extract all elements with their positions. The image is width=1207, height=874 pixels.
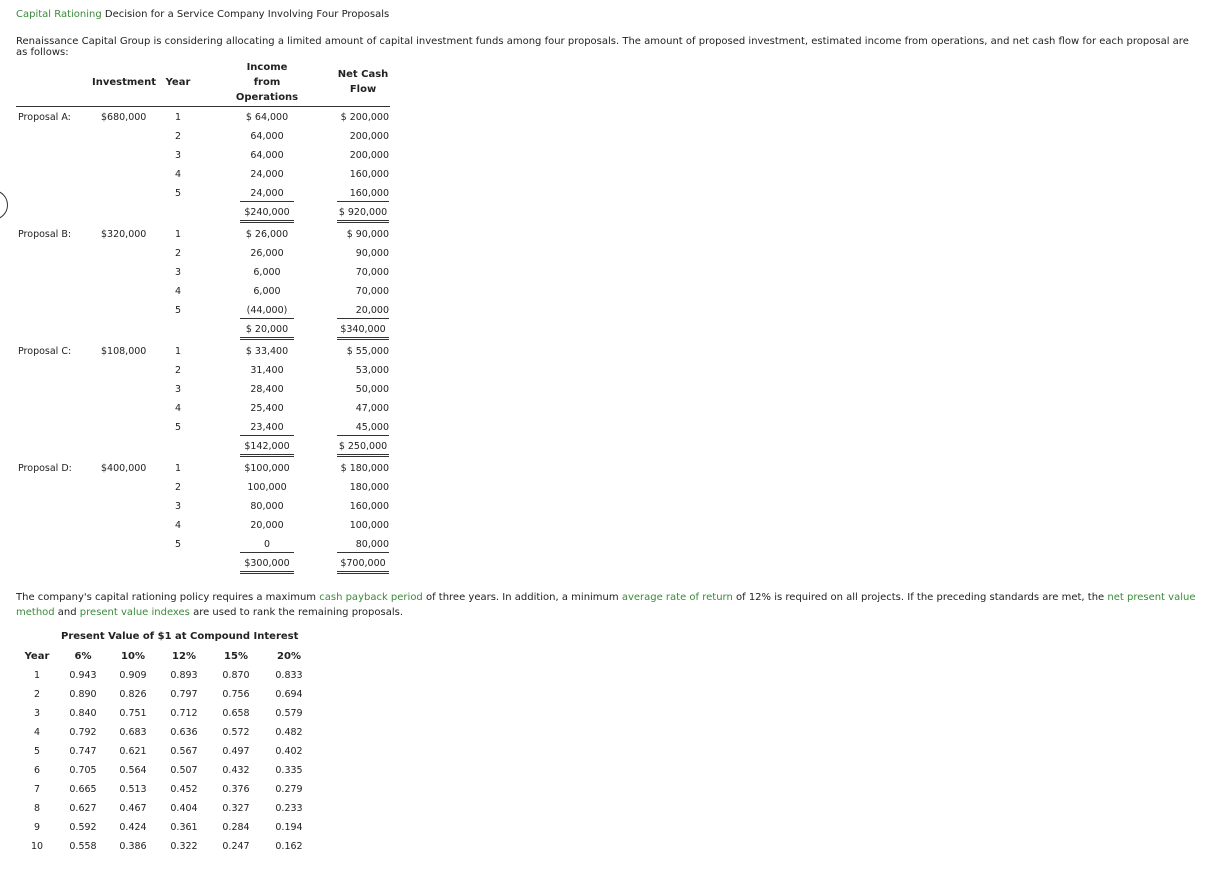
pv-factor-cell: 0.567 xyxy=(170,746,198,757)
ncf-cell: 160,000 xyxy=(349,169,389,180)
income-cell: $ 26,000 xyxy=(245,229,289,240)
pv-factor-cell: 0.564 xyxy=(119,765,147,776)
year-cell: 3 xyxy=(174,384,182,395)
income-cell: 23,400 xyxy=(240,421,294,436)
pv-year-cell: 5 xyxy=(33,746,41,757)
income-cell: 24,000 xyxy=(240,187,294,202)
paragraph-text: are used to rank the remaining proposals. xyxy=(189,607,404,618)
paragraph-text: The company's capital rationing policy requires a maximum xyxy=(16,592,320,603)
proposal-investment: $108,000 xyxy=(101,346,147,357)
header-year: Year xyxy=(165,77,191,88)
ncf-cell: 53,000 xyxy=(355,365,389,376)
pv-factor-cell: 0.507 xyxy=(170,765,198,776)
pv-year-cell: 1 xyxy=(33,670,41,681)
year-cell: 3 xyxy=(174,150,182,161)
year-cell: 4 xyxy=(174,403,182,414)
pv-factor-cell: 0.756 xyxy=(222,689,250,700)
pv-factor-cell: 0.909 xyxy=(119,670,147,681)
ncf-cell: 50,000 xyxy=(355,384,389,395)
header-ncf-line1: Net Cash xyxy=(337,69,389,80)
year-cell: 2 xyxy=(174,482,182,493)
income-cell: 26,000 xyxy=(250,248,284,259)
intro-text: Renaissance Capital Group is considering allocating a limited amount of capital investment funds among four proposals. The amount of proposed investment, estimated income from operations, and net cash flow for each proposal are as follows: xyxy=(16,36,1189,58)
income-cell: 64,000 xyxy=(250,150,284,161)
income-cell: 6,000 xyxy=(253,267,281,278)
pv-factor-cell: 0.636 xyxy=(170,727,198,738)
pv-factor-cell: 0.361 xyxy=(170,822,198,833)
pv-factor-cell: 0.558 xyxy=(69,841,97,852)
income-cell: 80,000 xyxy=(250,501,284,512)
ncf-cell: 90,000 xyxy=(355,248,389,259)
net-present-value-method-link[interactable]: net present value method xyxy=(16,592,1196,618)
total-ncf-cell: $ 250,000 xyxy=(337,440,389,457)
ncf-cell: 70,000 xyxy=(355,286,389,297)
total-income-cell: $142,000 xyxy=(240,440,294,457)
pv-factor-cell: 0.432 xyxy=(222,765,250,776)
pv-year-cell: 3 xyxy=(33,708,41,719)
pv-year-cell: 4 xyxy=(33,727,41,738)
pv-table-title: Present Value of $1 at Compound Interest xyxy=(61,631,299,642)
cash-payback-period-link[interactable]: cash payback period xyxy=(319,592,423,603)
proposal-name: Proposal B: xyxy=(18,229,72,240)
pv-factor-cell: 0.233 xyxy=(275,803,303,814)
pv-factor-cell: 0.797 xyxy=(170,689,198,700)
year-cell: 1 xyxy=(174,463,182,474)
total-income-cell: $240,000 xyxy=(240,206,294,223)
pv-factor-cell: 0.826 xyxy=(119,689,147,700)
pv-factor-cell: 0.683 xyxy=(119,727,147,738)
year-cell: 5 xyxy=(174,422,182,433)
ncf-cell: $ 90,000 xyxy=(346,229,389,240)
pv-factor-cell: 0.658 xyxy=(222,708,250,719)
pv-factor-cell: 0.247 xyxy=(222,841,250,852)
year-cell: 5 xyxy=(174,539,182,550)
pv-factor-cell: 0.335 xyxy=(275,765,303,776)
pv-factor-cell: 0.592 xyxy=(69,822,97,833)
pv-year-cell: 2 xyxy=(33,689,41,700)
ncf-cell: 160,000 xyxy=(337,187,389,202)
ncf-cell: 47,000 xyxy=(355,403,389,414)
total-ncf-cell: $340,000 xyxy=(337,323,389,340)
pv-factor-cell: 0.376 xyxy=(222,784,250,795)
header-ncf-line2: Flow xyxy=(349,84,377,95)
income-cell: 64,000 xyxy=(250,131,284,142)
proposal-name: Proposal D: xyxy=(18,463,72,474)
ncf-cell: $ 200,000 xyxy=(340,112,389,123)
pv-factor-cell: 0.621 xyxy=(119,746,147,757)
pv-factor-cell: 0.890 xyxy=(69,689,97,700)
proposal-name: Proposal A: xyxy=(18,112,71,123)
pv-year-cell: 7 xyxy=(33,784,41,795)
ncf-cell: 70,000 xyxy=(355,267,389,278)
header-income-line1: Income xyxy=(246,62,288,73)
pv-year-cell: 8 xyxy=(33,803,41,814)
year-cell: 3 xyxy=(174,267,182,278)
ncf-cell: 200,000 xyxy=(349,150,389,161)
pv-factor-cell: 0.694 xyxy=(275,689,303,700)
pv-factor-cell: 0.284 xyxy=(222,822,250,833)
income-cell: 20,000 xyxy=(250,520,284,531)
income-cell: 100,000 xyxy=(247,482,287,493)
pv-factor-cell: 0.162 xyxy=(275,841,303,852)
ncf-cell: $ 55,000 xyxy=(346,346,389,357)
proposal-investment: $400,000 xyxy=(101,463,147,474)
ncf-cell: 200,000 xyxy=(349,131,389,142)
income-cell: $100,000 xyxy=(244,463,290,474)
ncf-cell: 45,000 xyxy=(337,421,389,436)
pv-factor-cell: 0.452 xyxy=(170,784,198,795)
income-cell: 6,000 xyxy=(253,286,281,297)
pv-header-cell: 15% xyxy=(224,651,248,662)
total-ncf-cell: $ 920,000 xyxy=(337,206,389,223)
pv-factor-cell: 0.194 xyxy=(275,822,303,833)
paragraph-text: of three years. In addition, a minimum xyxy=(422,592,622,603)
present-value-indexes-link[interactable]: present value indexes xyxy=(79,607,190,618)
total-income-cell: $ 20,000 xyxy=(240,323,294,340)
pv-header-cell: 12% xyxy=(172,651,196,662)
year-cell: 4 xyxy=(174,286,182,297)
header-rule xyxy=(16,106,390,107)
pv-year-cell: 6 xyxy=(33,765,41,776)
pv-factor-cell: 0.665 xyxy=(69,784,97,795)
circle-marker xyxy=(0,190,8,220)
year-cell: 1 xyxy=(174,112,182,123)
pv-factor-cell: 0.943 xyxy=(69,670,97,681)
proposal-name: Proposal C: xyxy=(18,346,72,357)
pv-factor-cell: 0.404 xyxy=(170,803,198,814)
year-cell: 1 xyxy=(174,346,182,357)
year-cell: 5 xyxy=(174,188,182,199)
policy-paragraph xyxy=(16,590,1206,620)
year-cell: 3 xyxy=(174,501,182,512)
pv-factor-cell: 0.386 xyxy=(119,841,147,852)
pv-factor-cell: 0.833 xyxy=(275,670,303,681)
pv-factor-cell: 0.579 xyxy=(275,708,303,719)
ncf-cell: 180,000 xyxy=(349,482,389,493)
average-rate-of-return-link[interactable]: average rate of return xyxy=(621,592,733,603)
income-cell: 24,000 xyxy=(250,169,284,180)
pv-header-cell: 10% xyxy=(121,651,145,662)
year-cell: 1 xyxy=(174,229,182,240)
pv-factor-cell: 0.893 xyxy=(170,670,198,681)
income-cell: 25,400 xyxy=(250,403,284,414)
year-cell: 5 xyxy=(174,305,182,316)
income-cell: (44,000) xyxy=(240,304,294,319)
pv-year-cell: 10 xyxy=(30,841,44,852)
capital-rationing-link[interactable]: Capital Rationing xyxy=(16,9,102,20)
pv-factor-cell: 0.627 xyxy=(69,803,97,814)
title-text: Decision for a Service Company Involving Four Proposals xyxy=(101,9,390,20)
income-cell: 31,400 xyxy=(250,365,284,376)
pv-header-cell: Year xyxy=(24,651,50,662)
pv-factor-cell: 0.840 xyxy=(69,708,97,719)
proposal-investment: $320,000 xyxy=(101,229,147,240)
paragraph-text: and xyxy=(54,607,80,618)
pv-factor-cell: 0.870 xyxy=(222,670,250,681)
income-cell: 28,400 xyxy=(250,384,284,395)
pv-header-cell: 6% xyxy=(74,651,92,662)
pv-factor-cell: 0.424 xyxy=(119,822,147,833)
pv-factor-cell: 0.712 xyxy=(170,708,198,719)
pv-year-cell: 9 xyxy=(33,822,41,833)
page-title xyxy=(16,9,389,20)
income-cell: $ 64,000 xyxy=(245,112,289,123)
total-income-cell: $300,000 xyxy=(240,557,294,574)
proposal-investment: $680,000 xyxy=(101,112,147,123)
pv-factor-cell: 0.279 xyxy=(275,784,303,795)
paragraph-text: of 12% is required on all projects. If the preceding standards are met, the xyxy=(732,592,1108,603)
year-cell: 2 xyxy=(174,365,182,376)
header-investment: Investment xyxy=(92,77,156,88)
pv-factor-cell: 0.327 xyxy=(222,803,250,814)
ncf-cell: 100,000 xyxy=(349,520,389,531)
pv-factor-cell: 0.751 xyxy=(119,708,147,719)
header-income-line2: from xyxy=(253,77,281,88)
header-income-line3: Operations xyxy=(235,92,299,103)
year-cell: 2 xyxy=(174,131,182,142)
pv-factor-cell: 0.513 xyxy=(119,784,147,795)
income-cell: 0 xyxy=(240,538,294,553)
ncf-cell: 160,000 xyxy=(349,501,389,512)
ncf-cell: 20,000 xyxy=(337,304,389,319)
pv-factor-cell: 0.705 xyxy=(69,765,97,776)
pv-factor-cell: 0.402 xyxy=(275,746,303,757)
pv-factor-cell: 0.792 xyxy=(69,727,97,738)
year-cell: 4 xyxy=(174,520,182,531)
total-ncf-cell: $700,000 xyxy=(337,557,389,574)
year-cell: 2 xyxy=(174,248,182,259)
ncf-cell: 80,000 xyxy=(337,538,389,553)
pv-factor-cell: 0.497 xyxy=(222,746,250,757)
pv-header-cell: 20% xyxy=(277,651,301,662)
pv-factor-cell: 0.482 xyxy=(275,727,303,738)
pv-factor-cell: 0.572 xyxy=(222,727,250,738)
pv-factor-cell: 0.467 xyxy=(119,803,147,814)
income-cell: $ 33,400 xyxy=(245,346,289,357)
ncf-cell: $ 180,000 xyxy=(340,463,389,474)
pv-factor-cell: 0.322 xyxy=(170,841,198,852)
year-cell: 4 xyxy=(174,169,182,180)
pv-factor-cell: 0.747 xyxy=(69,746,97,757)
